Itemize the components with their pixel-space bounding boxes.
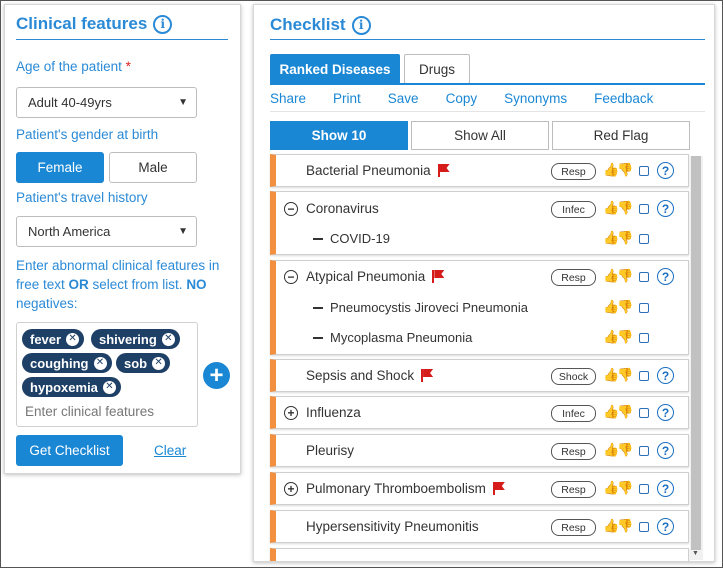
thumbs-down-icon[interactable]: 👎 <box>617 518 634 533</box>
disease-row[interactable] <box>276 361 689 391</box>
category-tag: Resp <box>551 443 596 460</box>
collapse-icon[interactable]: − <box>284 202 298 216</box>
clinical-features-panel <box>4 4 241 474</box>
disease-card <box>270 359 689 392</box>
show-10-button[interactable]: Show 10 <box>270 121 408 150</box>
remove-chip-icon[interactable]: ✕ <box>66 333 79 346</box>
disease-card <box>270 396 689 429</box>
select-checkbox[interactable] <box>639 446 649 456</box>
disease-name: Pleurisy <box>306 443 355 458</box>
rating-icons <box>605 518 632 534</box>
red-flag-button[interactable]: Red Flag <box>552 121 690 150</box>
disease-card <box>270 472 689 505</box>
clear-link[interactable]: Clear <box>154 443 187 458</box>
thumbs-up-icon[interactable]: 👍 <box>603 367 620 382</box>
select-checkbox[interactable] <box>639 234 649 244</box>
select-checkbox[interactable] <box>639 522 649 532</box>
thumbs-up-icon[interactable]: 👍 <box>603 162 620 177</box>
checklist-title <box>270 15 371 35</box>
disease-row[interactable] <box>276 436 689 466</box>
thumbs-up-icon[interactable]: 👍 <box>603 200 620 215</box>
sub-disease-row[interactable] <box>276 323 689 353</box>
disease-row[interactable] <box>276 512 689 542</box>
clinical-features-title <box>16 14 172 34</box>
select-checkbox[interactable] <box>639 333 649 343</box>
dash-icon <box>313 337 323 339</box>
disease-name: Pulmonary Thromboembolism <box>306 481 505 496</box>
thumbs-down-icon[interactable]: 👎 <box>617 404 634 419</box>
disease-name: Influenza <box>306 405 361 420</box>
thumbs-up-icon[interactable]: 👍 <box>603 404 620 419</box>
save-link[interactable]: Save <box>387 91 419 106</box>
red-flag-icon <box>432 270 444 283</box>
title-divider <box>16 39 228 40</box>
select-checkbox[interactable] <box>639 408 649 418</box>
title-divider <box>270 39 705 40</box>
add-feature-icon[interactable]: + <box>203 362 230 389</box>
disease-row[interactable] <box>276 194 689 224</box>
feature-chip: sob ✕ <box>116 353 170 373</box>
chevron-down-icon: ▼ <box>178 97 188 108</box>
remove-chip-icon[interactable]: ✕ <box>162 333 175 346</box>
thumbs-up-icon[interactable]: 👍 <box>603 480 620 495</box>
collapse-icon[interactable]: − <box>284 270 298 284</box>
thumbs-up-icon[interactable]: 👍 <box>603 299 620 314</box>
remove-chip-icon[interactable]: ✕ <box>152 357 165 370</box>
sub-disease-row[interactable] <box>276 224 689 254</box>
disease-name: Atypical Pneumonia <box>306 269 444 284</box>
help-icon[interactable]: ? <box>657 518 674 535</box>
feature-chip: coughing ✕ <box>22 353 112 373</box>
disease-name: Hypersensitivity Pneumonitis <box>306 519 479 534</box>
expand-icon[interactable]: + <box>284 482 298 496</box>
feature-chip: fever ✕ <box>22 329 84 349</box>
rating-icons <box>605 367 632 383</box>
thumbs-down-icon[interactable]: 👎 <box>617 329 634 344</box>
disease-name: Sepsis and Shock <box>306 368 433 383</box>
get-checklist-button[interactable]: Get Checklist <box>16 435 123 466</box>
select-checkbox[interactable] <box>639 371 649 381</box>
rating-icons <box>605 329 632 345</box>
rating-icons <box>605 299 632 315</box>
remove-chip-icon[interactable]: ✕ <box>94 357 107 370</box>
help-icon[interactable]: ? <box>657 480 674 497</box>
free-text-instructions: Enter abnormal clinical features in free text OR select from list. NO negatives: <box>16 258 220 311</box>
sub-disease-name: Pneumocystis Jiroveci Pneumonia <box>313 300 528 315</box>
disease-name: Coronavirus <box>306 201 379 216</box>
clinical-features-input-box[interactable] <box>16 322 198 427</box>
action-links <box>270 91 680 106</box>
select-checkbox[interactable] <box>639 272 649 282</box>
info-icon[interactable]: i <box>352 16 371 35</box>
tab-drugs[interactable]: Drugs <box>404 54 470 84</box>
share-link[interactable]: Share <box>270 91 307 106</box>
expand-icon[interactable]: + <box>284 406 298 420</box>
travel-label: Patient's travel history <box>16 190 148 205</box>
red-flag-icon <box>493 482 505 495</box>
select-checkbox[interactable] <box>639 484 649 494</box>
dash-icon <box>313 238 323 240</box>
disease-row[interactable] <box>276 398 689 428</box>
print-link[interactable]: Print <box>333 91 361 106</box>
rating-icons <box>605 200 632 216</box>
remove-chip-icon[interactable]: ✕ <box>103 381 116 394</box>
gender-female-button[interactable]: Female <box>16 152 104 183</box>
checklist-panel <box>253 4 715 562</box>
disease-card <box>270 191 689 255</box>
actions-divider <box>270 111 705 112</box>
thumbs-down-icon[interactable]: 👎 <box>617 162 634 177</box>
sub-disease-name: COVID-19 <box>313 231 390 246</box>
scroll-down-arrow-icon[interactable]: ▼ <box>692 550 699 557</box>
select-checkbox[interactable] <box>639 204 649 214</box>
rating-icons <box>605 480 632 496</box>
thumbs-down-icon[interactable]: 👎 <box>617 299 634 314</box>
disease-card <box>270 510 689 543</box>
chevron-down-icon: ▼ <box>178 226 188 237</box>
clinical-features-title-text: Clinical features <box>16 14 148 33</box>
red-flag-icon <box>421 369 433 382</box>
category-tag: Shock <box>551 368 596 385</box>
thumbs-up-icon[interactable]: 👍 <box>603 442 620 457</box>
disease-row[interactable] <box>276 474 689 504</box>
show-all-button[interactable]: Show All <box>411 121 549 150</box>
category-tag: Resp <box>551 163 596 180</box>
rating-icons <box>605 404 632 420</box>
help-icon[interactable]: ? <box>657 162 674 179</box>
disease-card-partial <box>270 548 689 562</box>
gender-label: Patient's gender at birth <box>16 127 159 142</box>
feedback-link[interactable]: Feedback <box>594 91 654 106</box>
thumbs-up-icon[interactable]: 👍 <box>603 518 620 533</box>
gender-male-button[interactable]: Male <box>109 152 197 183</box>
dash-icon <box>313 307 323 309</box>
disease-card <box>270 154 689 187</box>
age-select[interactable] <box>16 87 197 118</box>
sub-disease-name: Mycoplasma Pneumonia <box>313 330 472 345</box>
info-icon[interactable]: i <box>153 15 172 34</box>
feature-chip: shivering ✕ <box>91 329 180 349</box>
tab-ranked-diseases[interactable]: Ranked Diseases <box>270 54 400 84</box>
category-tag: Resp <box>551 269 596 286</box>
disease-card <box>270 260 689 355</box>
thumbs-down-icon[interactable]: 👎 <box>617 442 634 457</box>
clinical-features-input[interactable]: Enter clinical features <box>25 404 155 419</box>
disease-name: Bacterial Pneumonia <box>306 163 450 178</box>
travel-select-value: North America <box>28 224 111 239</box>
category-tag: Infec <box>551 201 596 218</box>
rating-icons <box>605 162 632 178</box>
copy-link[interactable]: Copy <box>445 91 478 106</box>
rating-icons <box>605 442 632 458</box>
feature-chip: hypoxemia ✕ <box>22 377 121 397</box>
disease-row[interactable] <box>276 262 689 292</box>
thumbs-up-icon[interactable]: 👍 <box>603 230 620 245</box>
disease-row[interactable] <box>276 156 689 186</box>
age-label: Age of the patient * <box>16 59 131 74</box>
thumbs-down-icon[interactable]: 👎 <box>617 230 634 245</box>
travel-select[interactable] <box>16 216 197 247</box>
age-select-value: Adult 40-49yrs <box>28 95 112 110</box>
thumbs-down-icon[interactable]: 👎 <box>617 480 634 495</box>
help-icon[interactable]: ? <box>657 367 674 384</box>
help-icon[interactable]: ? <box>657 442 674 459</box>
category-tag: Infec <box>551 405 596 422</box>
tab-divider <box>270 83 705 85</box>
checklist-title-text: Checklist <box>270 15 346 34</box>
scrollbar-thumb[interactable] <box>691 156 701 550</box>
category-tag: Resp <box>551 481 596 498</box>
thumbs-down-icon[interactable]: 👎 <box>617 200 634 215</box>
thumbs-up-icon[interactable]: 👍 <box>603 268 620 283</box>
category-tag: Resp <box>551 519 596 536</box>
disease-card <box>270 434 689 467</box>
select-checkbox[interactable] <box>639 303 649 313</box>
help-icon[interactable]: ? <box>657 404 674 421</box>
help-icon[interactable]: ? <box>657 268 674 285</box>
sub-disease-row[interactable] <box>276 293 689 323</box>
red-flag-icon <box>438 164 450 177</box>
select-checkbox[interactable] <box>639 166 649 176</box>
rating-icons <box>605 230 632 246</box>
rating-icons <box>605 268 632 284</box>
thumbs-down-icon[interactable]: 👎 <box>617 367 634 382</box>
help-icon[interactable]: ? <box>657 200 674 217</box>
thumbs-down-icon[interactable]: 👎 <box>617 268 634 283</box>
synonyms-link[interactable]: Synonyms <box>504 91 568 106</box>
thumbs-up-icon[interactable]: 👍 <box>603 329 620 344</box>
